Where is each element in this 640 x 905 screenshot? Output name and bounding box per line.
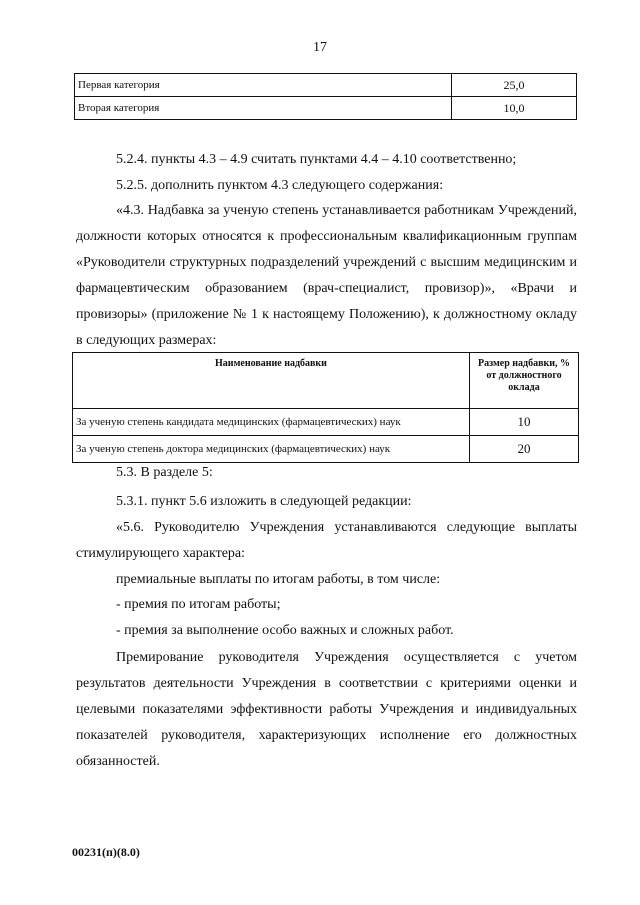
list-item-bonus-results: - премия по итогам работы;	[116, 597, 281, 612]
table-header-row	[73, 353, 579, 409]
table-cell-value: 25,0	[452, 74, 577, 97]
table-row	[73, 436, 579, 463]
table-cell-value: 10	[470, 409, 579, 436]
table-row	[75, 74, 577, 97]
allowance-table	[72, 352, 579, 463]
paragraph-premirovanie: Премирование руководителя Учреждения осуществляется с учетом результатов деятельности Учреждения в соответствии с критериями оценки и целевыми показателями эффективности работы Учреждения и индивидуальных показателей руководителя, характеризующих исполнение его должностных обязанностей.	[76, 650, 577, 769]
page-number: 17	[313, 40, 327, 55]
paragraph-5-2-5: 5.2.5. дополнить пунктом 4.3 следующего содержания:	[116, 178, 444, 193]
paragraph-4-3: «4.3. Надбавка за ученую степень устанавливается работникам Учреждений, должности которых относятся к профессиональным квалификационным группам «Руководители структурных подразделений учреждений с высшим медицинским и фармацевтическим образованием (врач-специалист, провизор)», «Врачи и провизоры» (приложение № 1 к настоящему Положению), к должностному окладу в следующих размерах:	[76, 203, 577, 348]
table-header-size: Размер надбавки, % от должностного оклада	[470, 353, 579, 409]
table-row	[73, 409, 579, 436]
paragraph-5-6: «5.6. Руководителю Учреждения устанавливаются следующие выплаты стимулирующего характера:	[76, 520, 577, 561]
document-code: 00231(п)(8.0)	[72, 845, 140, 859]
table-cell-label: Вторая категория	[75, 97, 452, 120]
table-cell-label: За ученую степень кандидата медицинских (фармацевтических) наук	[73, 409, 470, 436]
table-cell-label: Первая категория	[75, 74, 452, 97]
list-item-bonus-important: - премия за выполнение особо важных и сложных работ.	[116, 623, 454, 638]
paragraph-5-3: 5.3. В разделе 5:	[116, 465, 213, 480]
table-row	[75, 97, 577, 120]
paragraph-5-3-1: 5.3.1. пункт 5.6 изложить в следующей редакции:	[116, 494, 412, 509]
table-cell-label: За ученую степень доктора медицинских (фармацевтических) наук	[73, 436, 470, 463]
paragraph-premial: премиальные выплаты по итогам работы, в том числе:	[116, 572, 441, 587]
paragraph-5-2-4: 5.2.4. пункты 4.3 – 4.9 считать пунктами 4.4 – 4.10 соответственно;	[116, 152, 517, 167]
category-table	[74, 73, 577, 120]
table-cell-value: 20	[470, 436, 579, 463]
table-header-name: Наименование надбавки	[73, 353, 470, 409]
table-cell-value: 10,0	[452, 97, 577, 120]
